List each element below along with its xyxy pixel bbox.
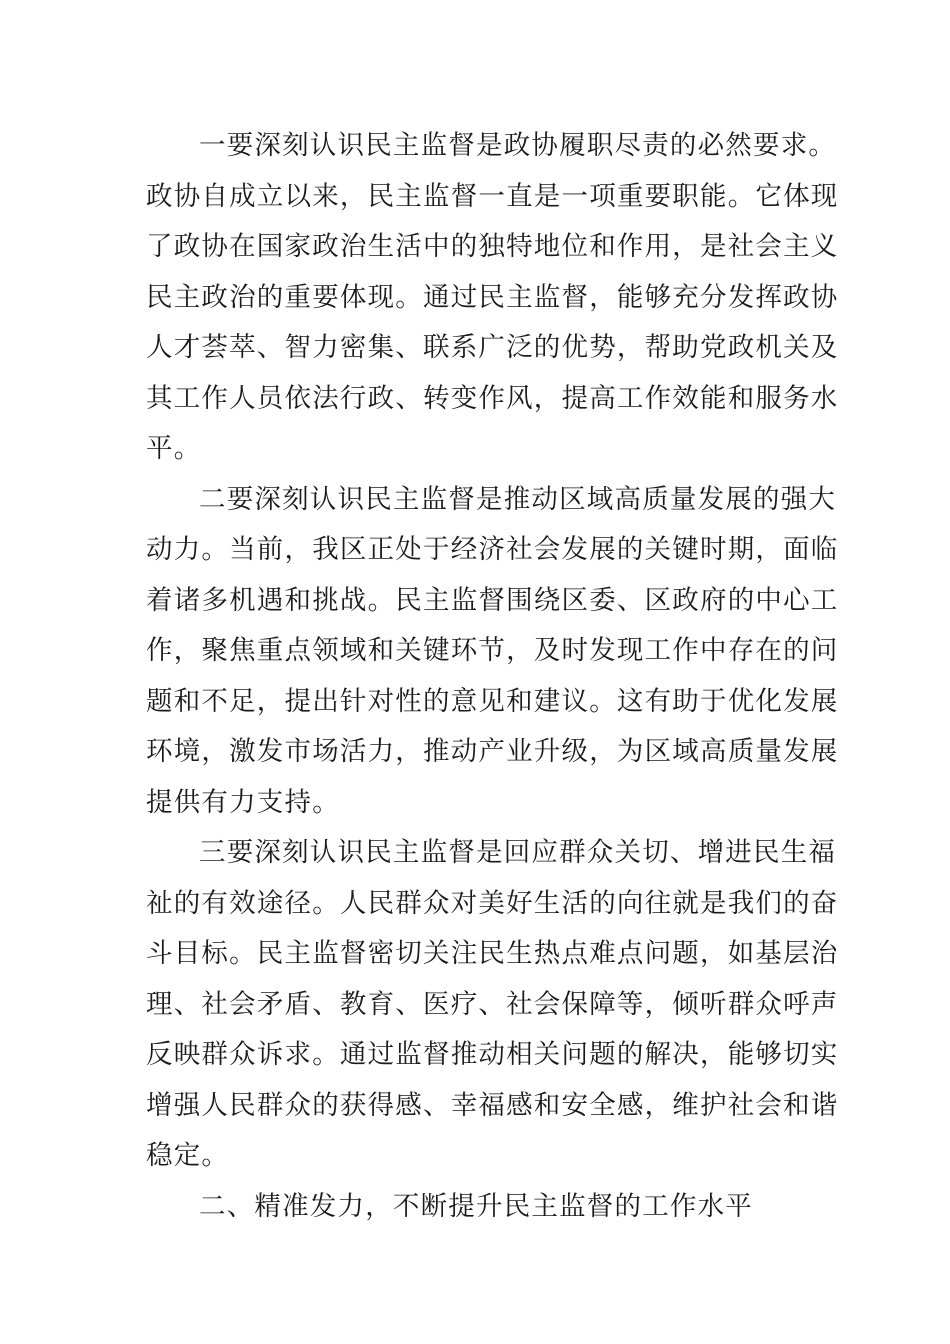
paragraph-line: 反映群众诉求。通过监督推动相关问题的解决，能够切实 [146, 1039, 839, 1070]
paragraph-line: 增强人民群众的获得感、幸福感和安全感，维护社会和谐 [146, 1089, 839, 1121]
document-page [146, 121, 839, 1232]
paragraph-3 [146, 828, 839, 1182]
paragraph-line: 三要深刻认识民主监督是回应群众关切、增进民生福 [199, 837, 837, 868]
section-heading: 二、精准发力，不断提升民主监督的工作水平 [199, 1190, 753, 1222]
paragraph-line: 人才荟萃、智力密集、联系广泛的优势，帮助党政机关及 [146, 332, 839, 363]
paragraph-line: 稳定。 [146, 1140, 230, 1171]
paragraph-line: 动力。当前，我区正处于经济社会发展的关键时期，面临 [146, 534, 839, 565]
paragraph-line: 斗目标。民主监督密切关注民生热点难点问题，如基层治 [146, 938, 839, 969]
paragraph-2 [146, 475, 839, 829]
paragraph-line: 着诸多机遇和挑战。民主监督围绕区委、区政府的中心工 [146, 584, 839, 616]
paragraph-1 [146, 121, 839, 475]
paragraph-line: 平。 [146, 433, 202, 464]
paragraph-line: 政协自成立以来，民主监督一直是一项重要职能。它体现 [146, 180, 839, 212]
paragraph-line: 一要深刻认识民主监督是政协履职尽责的必然要求。 [199, 130, 837, 161]
paragraph-line: 了政协在国家政治生活中的独特地位和作用，是社会主义 [146, 231, 839, 262]
paragraph-line: 提供有力支持。 [146, 786, 340, 818]
paragraph-line: 民主政治的重要体现。通过民主监督，能够充分发挥政协 [146, 281, 839, 313]
paragraph-line: 环境，激发市场活力，推动产业升级，为区域高质量发展 [146, 736, 839, 767]
paragraph-line: 理、社会矛盾、教育、医疗、社会保障等，倾听群众呼声 [146, 988, 839, 1020]
paragraph-line: 作，聚焦重点领域和关键环节，及时发现工作中存在的问 [146, 635, 839, 666]
paragraph-line: 其工作人员依法行政、转变作风，提高工作效能和服务水 [146, 382, 839, 414]
paragraph-line: 题和不足，提出针对性的意见和建议。这有助于优化发展 [146, 685, 839, 717]
paragraph-line: 二要深刻认识民主监督是推动区域高质量发展的强大 [199, 483, 837, 515]
paragraph-line: 祉的有效途径。人民群众对美好生活的向往就是我们的奋 [146, 887, 839, 919]
